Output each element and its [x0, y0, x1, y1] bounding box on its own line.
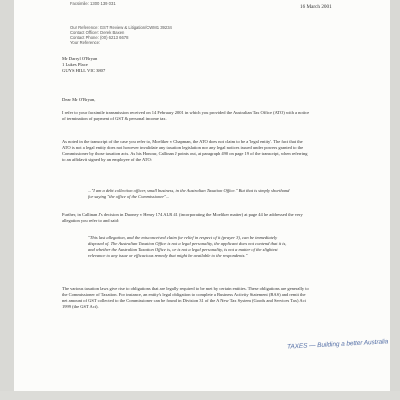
paragraph-4: The various taxation laws give rise to obligations that are legally required to be met by certain entities. These obligations are generally to the Commissioner of Taxation. For instance, an entity's legal obligation to complete a Business Activity Statement (BAS) and remit the net amount of GST collected to the Commissioner can be found in Division 31 of the A New Tax System (Goods and Services Tax) Act 1999 (the GST Act).	[62, 286, 309, 310]
contact-officer: Contact Officer: Derek Baxen	[70, 30, 125, 35]
recipient-city: GUYS HILL VIC 3807	[62, 68, 106, 73]
salutation: Dear Mr O'Bryan,	[62, 97, 96, 102]
our-reference: Our Reference: GST Review & Litigation/CWM1 39234	[70, 25, 172, 30]
paragraph-2: As noted in the transcript of the case you refer to, Moeliker v Chapman, the ATO does not claim to be a 'legal entity'. The fact that the ATO is not a legal entity does not however invalidate any taxation legislation nor any legal notices issued under powers granted to the Commissioner by those taxation acts. As his Honour, Callinan J points out, at paragraph 490 on page 19 of the transcript, when referring to an affidavit signed by an employee of the ATO:	[62, 139, 308, 163]
quote-1: ..."I am a debt collection officer, small business, in the Australian Taxation Office." But that is simply shorthand for saying "the office of the Commissioner"...	[88, 188, 290, 200]
ato-tagline: TAXES — Building a better Australia	[286, 338, 389, 351]
scan-border-left	[0, 0, 14, 400]
facsimile-line	[70, 1, 116, 6]
scan-border-bottom	[0, 391, 400, 400]
your-reference: Your Reference:	[70, 40, 101, 45]
recipient-street: 1 Lukes Place	[62, 62, 88, 67]
contact-phone: Contact Phone: (00) 6213 6678	[70, 35, 129, 40]
facsimile-number: 1300 139 031	[90, 1, 116, 6]
facsimile-label: Facsimile:	[70, 1, 89, 6]
paragraph-1: I refer to your facsimile transmission received on 14 February 2001 in which you provided the Australian Tax Office (ATO) with a notice of termination of payment of GST & personal income tax.	[62, 110, 310, 122]
letter-date: 16 March 2001	[300, 4, 332, 10]
scan-border-right	[390, 0, 400, 400]
recipient-name: Mr Darryl O'Bryan	[62, 56, 98, 61]
paragraph-3: Further, in Callinan J's decision in Duoney v Henry 174 ALR 41 (incorporating the Moeliker matter) at page 44 he addressed the very allegation you refer to and said:	[62, 212, 303, 224]
quote-2: "This last allegation, and the misconceived claim for relief in respect of it (prayer 3), can be immediately disposed of. The Australian Taxation Office is not a legal personality, the applicant does not contend that it is, and whether the Australian Taxation Office is, or is not a legal personality, is not a matter of the slightest relevance to any issue or efficacious remedy that might be available to the respondents."	[88, 235, 287, 259]
